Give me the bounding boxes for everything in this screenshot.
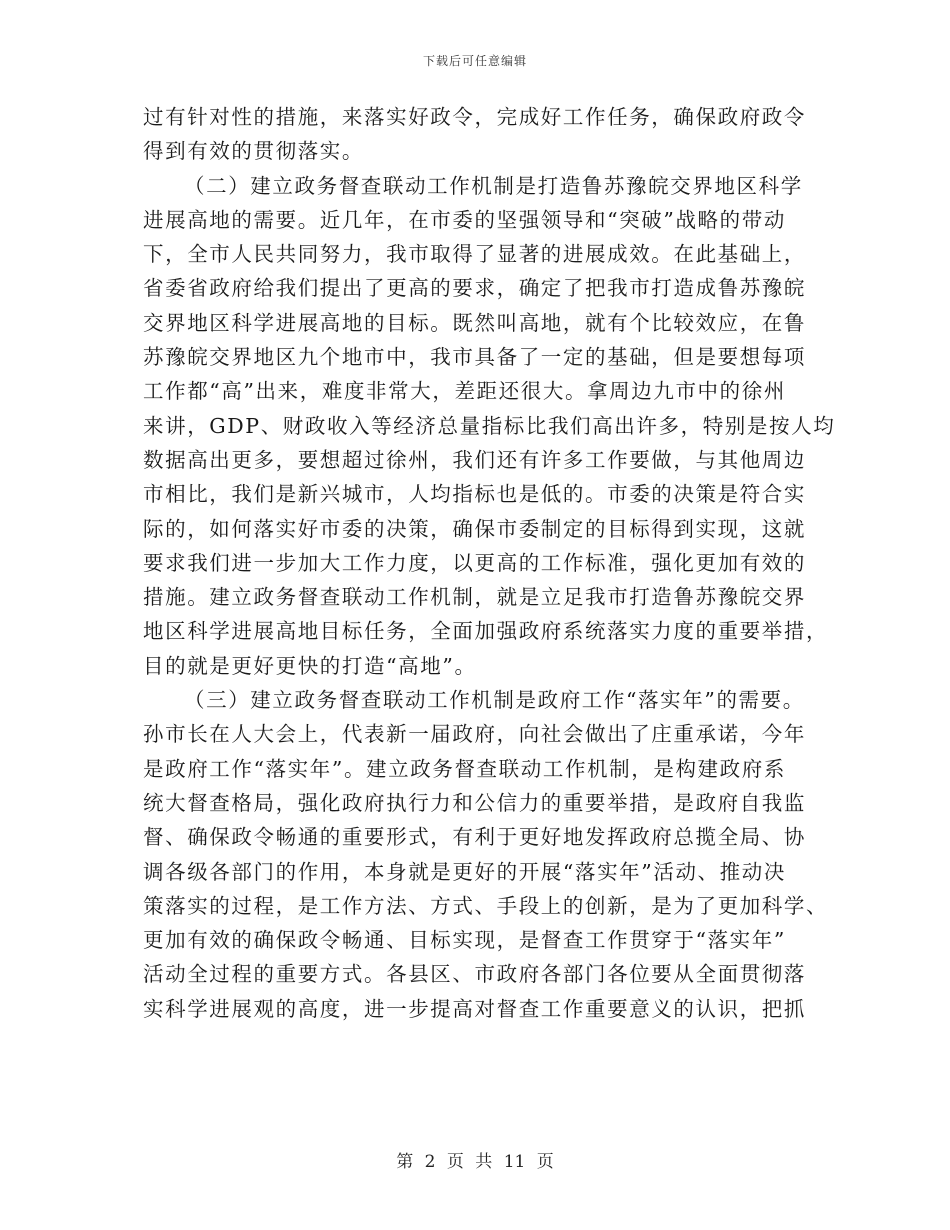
text-line: 要求我们进一步加大工作力度，以更高的工作标准，强化更加有效的 xyxy=(143,550,806,575)
text-line: 地区科学进展高地目标任务，全面加强政府系统落实力度的重要举措， xyxy=(143,619,829,644)
page-header: 下载后可任意编辑 xyxy=(422,54,527,68)
text-line: 统大督查格局，强化政府执行力和公信力的重要举措，是政府自我监 xyxy=(143,790,806,815)
text-line: 措施。建立政务督查联动工作机制，就是立足我市打造鲁苏豫皖交界 xyxy=(143,585,806,610)
text-line: 实科学进展观的高度，进一步提高对督查工作重要意义的认识，把抓 xyxy=(143,996,806,1021)
text-line: 调各级各部门的作用，本身就是更好的开展“落实年”活动、推动决 xyxy=(143,859,786,884)
text-line: 督、确保政令畅通的重要形式，有利于更好地发挥政府总揽全局、协 xyxy=(143,825,806,850)
text-line: 下，全市人民共同努力，我市取得了显著的进展成效。在此基础上， xyxy=(143,242,806,267)
text-line: 省委省政府给我们提出了更高的要求，确定了把我市打造成鲁苏豫皖 xyxy=(143,276,806,301)
text-line: 目的就是更好更快的打造“高地”。 xyxy=(143,653,477,678)
document-body xyxy=(143,100,836,1026)
text-line: 来讲，GDP、财政收入等经济总量指标比我们高出许多，特别是按人均 xyxy=(143,413,836,438)
text-line: 苏豫皖交界地区九个地市中，我市具备了一定的基础，但是要想每项 xyxy=(143,345,806,370)
text-line: 活动全过程的重要方式。各县区、市政府各部门各位要从全面贯彻落 xyxy=(143,962,806,987)
page-number-footer: 第 2 页 共 11 页 xyxy=(396,1152,554,1172)
text-line: 市相比，我们是新兴城市，人均指标也是低的。市委的决策是符合实 xyxy=(143,482,806,507)
paragraph-start-line: （二）建立政务督查联动工作机制是打造鲁苏豫皖交界地区科学 xyxy=(184,173,803,198)
text-line: 进展高地的需要。近几年，在市委的坚强领导和“突破”战略的带动 xyxy=(143,207,786,232)
text-line: 是政府工作“落实年”。建立政务督查联动工作机制，是构建政府系 xyxy=(143,756,786,781)
text-line: 工作都“高”出来，难度非常大，差距还很大。拿周边九市中的徐州 xyxy=(143,379,786,404)
text-line: 孙市长在人大会上，代表新一届政府，向社会做出了庄重承诺，今年 xyxy=(143,722,806,747)
paragraph-start-line: （三）建立政务督查联动工作机制是政府工作“落实年”的需要。 xyxy=(184,688,805,713)
text-line: 交界地区科学进展高地的目标。既然叫高地，就有个比较效应，在鲁 xyxy=(143,310,806,335)
text-line: 过有针对性的措施，来落实好政令，完成好工作任务，确保政府政令 xyxy=(143,105,806,129)
text-line: 际的，如何落实好市委的决策，确保市委制定的目标得到实现，这就 xyxy=(143,516,806,541)
text-line: 得到有效的贯彻落实。 xyxy=(143,139,364,164)
text-line: 更加有效的确保政令畅通、目标实现，是督查工作贯穿于“落实年” xyxy=(143,928,786,953)
text-line: 数据高出更多，要想超过徐州，我们还有许多工作要做，与其他周边 xyxy=(143,447,806,472)
text-line: 策落实的过程，是工作方法、方式、手段上的创新，是为了更加科学、 xyxy=(143,893,829,918)
